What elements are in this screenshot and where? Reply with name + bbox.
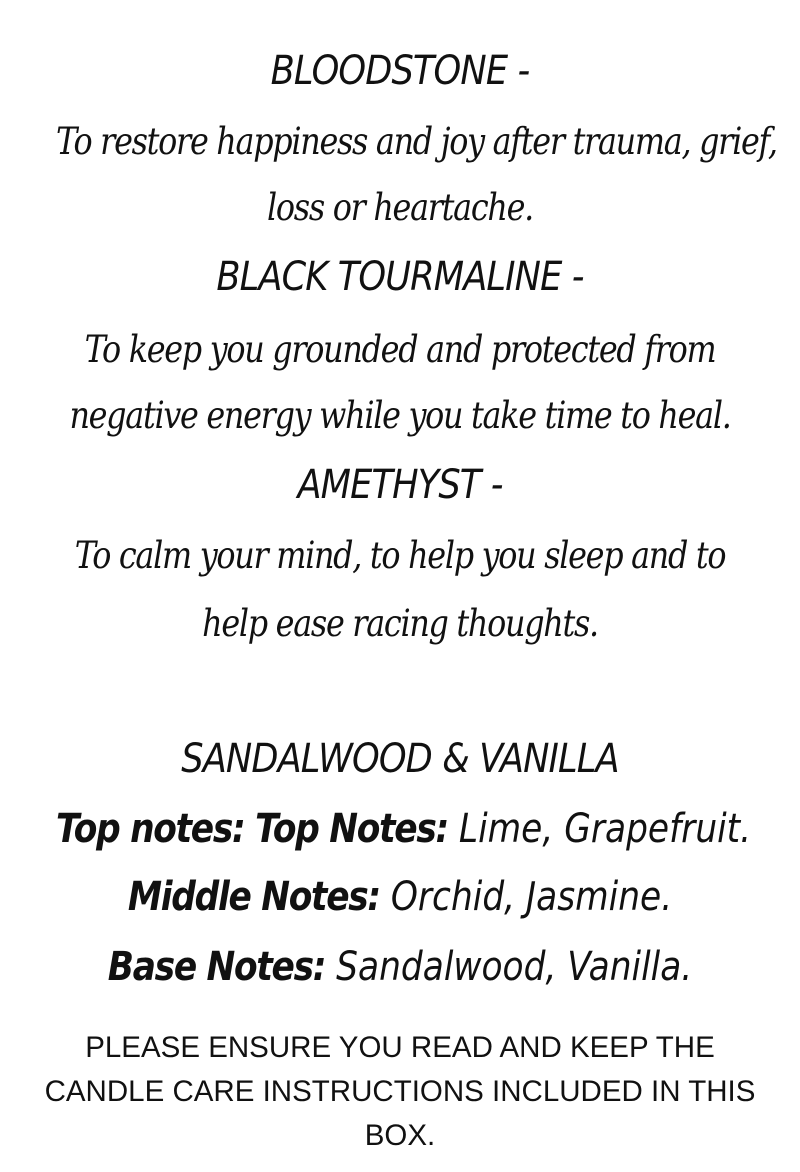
note-value: Lime, Grapefruit. [458,806,752,852]
care-instructions-notice: PLEASE ENSURE YOU READ AND KEEP THE CANDLE CARE INSTRUCTIONS INCLUDED IN THIS BOX. [44,1031,756,1152]
fragrance-note-top [56,806,752,852]
fragrance-title: SANDALWOOD & VANILLA [181,736,619,782]
note-value: Sandalwood, Vanilla. [336,944,693,990]
crystal-description-line: To calm your mind, to help you sleep and to [74,534,726,577]
fragrance-note-middle [56,874,744,920]
crystal-description-line: negative energy while you take time to heal. [69,394,731,437]
note-value: Orchid, Jasmine. [390,874,673,920]
crystal-heading-black-tourmaline: BLACK TOURMALINE - [216,254,584,300]
crystal-heading-amethyst: AMETHYST - [297,462,503,508]
crystal-description-line: To restore happiness and joy after trauma, grief, [56,120,777,163]
crystal-description-line: To keep you grounded and protected from [84,328,716,371]
note-label: Top notes: Top Notes: [56,806,448,852]
fragrance-note-base [56,944,744,990]
crystal-description-line: help ease racing thoughts. [202,602,598,645]
crystal-description-line: loss or heartache. [267,186,533,229]
note-label: Middle Notes: [127,874,380,920]
note-label: Base Notes: [107,944,326,990]
crystal-heading-bloodstone: BLOODSTONE - [270,48,530,94]
